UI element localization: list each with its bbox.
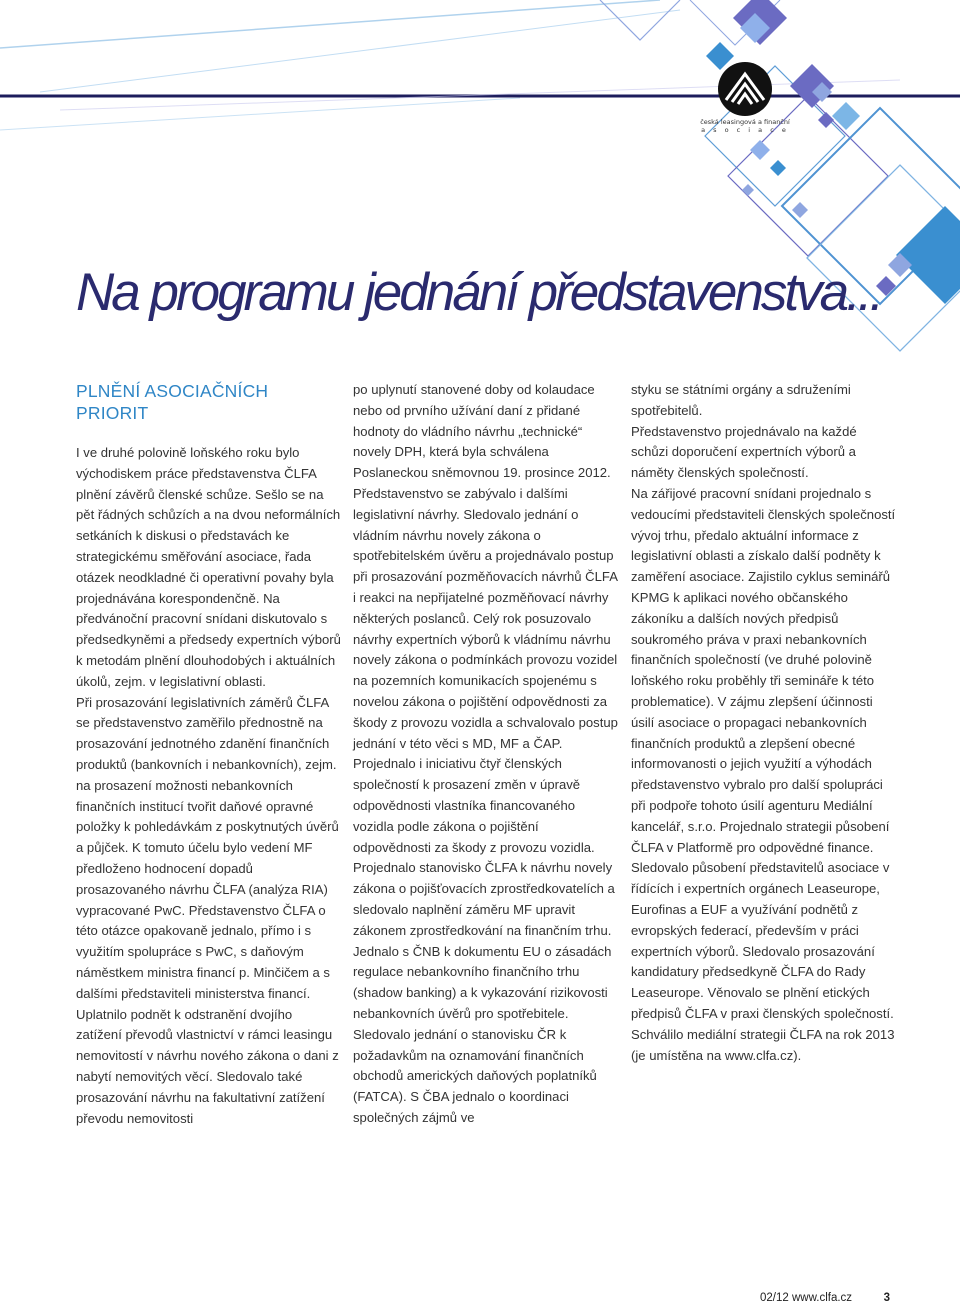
paragraph: I ve druhé polovině loňského roku bylo východiskem práce představenstva ČLFA plnění závěrů členské schůze. Sešlo se na pět řádných schůzích a na dvou neformálních setkáních k diskusi o představách ke strategickému směřování asociace, řada otázek neodkladné či operativní povahy byla projednávána korespondenčně. Na předvánoční pracovní snídani diskutovalo s předsedkyněmi a předsedy expertních výborů k metodám plnění dlouhodobých i aktuálních úkolů, zejm. v legislativní oblasti.	[76, 445, 341, 689]
filled-diamond	[832, 102, 860, 130]
filled-diamond	[896, 206, 960, 304]
article-column-2	[353, 380, 618, 1129]
outline-diamond	[600, 0, 680, 40]
filled-diamond	[792, 202, 808, 218]
paragraph: Představenstvo projednávalo na každé schůzi doporučení expertních výborů a náměty členských společností.	[631, 423, 857, 481]
logo-line-1: česká leasingová a finanční	[700, 118, 790, 126]
clfa-logo-mark	[718, 62, 772, 116]
logo-line-2: a s o c i a c e	[701, 126, 789, 134]
paragraph: Představenstvo se zabývalo i dalšími legislativní návrhy. Sledovalo jednání o vládním návrhu novely zákona o spotřebitelském úvěru a projednávalo postup při prosazování pozměňovacích návrhů ČLFA i reakci na nepřijatelné pozměňovací návrhy některých poslanců. Celý rok posuzovalo návrhy expertních výborů k vládnímu návrhu novely zákona o podmínkách provozu vozidel na pozemních komunikacích spojenému s novelou zákona o pojištění odpovědnosti za škody z provozu vozidla a schvalovalo postup jednání v této věci s MD, MF a ČAP. Projednalo i iniciativu čtyř členských společností k prosazení změn v úpravě odpovědnosti vlastníka financovaného vozidla podle zákona o pojištění odpovědnosti za škody z provozu vozidla. Projednalo stanovisko ČLFA k návrhu novely zákona o pojišťovacích zprostředkovatelích a sledovalo naplnění záměru MF upravit zákonem zprostředkování na finančním trhu. Jednalo s ČNB k dokumentu EU o zásadách regulace nebankovního finančního trhu (shadow banking) a k vykazování rizikovosti nebankovních úvěrů pro spotřebitele. Sledovalo jednání o stanovisku ČR k požadavkům na oznamování finančních obchodů amerických daňových poplatníků (FATCA). S ČBA jednalo o koordinaci společných zájmů ve	[353, 485, 618, 1125]
page-title: Na programu jednání představenstva...	[76, 263, 882, 322]
filled-diamond	[750, 140, 770, 160]
page-number: 3	[883, 1292, 890, 1304]
clfa-logo-icon	[718, 62, 772, 116]
article-column-1	[76, 380, 341, 1129]
filled-diamond	[818, 112, 834, 128]
paragraph: Při prosazování legislativních záměrů ČLFA se představenstvo zaměřilo přednostně na prosazování jednotného zdanění finančních produktů (bankovních i nebankovních), zejm. na prosazení možnosti nebankovních finančních institucí tvořit daňové opravné položky k pohledávkám z poskytnutých úvěrů a půjček. K tomuto účelu bylo vedení MF předloženo hodnocení dopadů prosazovaného návrhu ČLFA (analýza RIA) vypracované PwC. Představenstvo ČLFA o této otázce opakovaně jednalo, přímo i s využitím spolupráce s PwC, s daňovým náměstkem ministra financí p. Minčičem a s dalšími představiteli ministerstva financí. Uplatnilo podnět k odstranění dvojího zatížení převodů vlastnictví v rámci leasingu nemovitostí v návrhu nového zákona o dani z nabytí nemovitých věcí. Sledovalo také prosazování návrhu na fakultativní zatížení převodu nemovitosti	[76, 694, 339, 1126]
article-column-3	[631, 380, 896, 1066]
paragraph: styku se státními orgány a sdruženími spotřebitelů.	[631, 382, 851, 418]
filled-diamond	[770, 160, 786, 176]
paragraph: po uplynutí stanovené doby od kolaudace nebo od prvního užívání daní z přidané hodnoty do vládního návrhu „technické“ novely DPH, která byla schválena Poslaneckou sněmovnou 19. prosince 2012.	[353, 382, 611, 481]
diagonal-line	[0, 0, 660, 48]
paragraph: Na zářijové pracovní snídani projednalo s vedoucími představiteli členských společností vývoj trhu, předalo aktuální informace z legislativní oblasti a získalo další podněty k zaměření asociace. Zajistilo cyklus seminářů KPMG k aplikaci nového občanského zákoníku a dalších nových předpisů soukromého práva v praxi nebankovních finančních společností (ve druhé polovině loňského roku proběhly tři semináře k této problematice). V zájmu zlepšení účinnosti úsilí asociace o propagaci nebankovních finančních produktů a zlepšení obecné informovanosti o jejich využití a výhodách představenstvo vybralo pro další spolupráci při podpoře tohoto úsilí agenturu Mediální kancelář, s.r.o. Projednalo strategii působení ČLFA v Platformě pro odpovědné finance. Sledovalo působení představitelů asociace v řídících i expertních orgánech Leaseurope, Eurofinas a EUF a využívání podnětů z evropských federací, především v práci expertních výborů. Sledovalo prosazování kandidatury předsedkyně ČLFA do Rady Leaseurope. Věnovalo se plnění etických předpisů ČLFA v praxi členských společností. Schválilo mediální strategii ČLFA na rok 2013 (je umístěna na www.clfa.cz).	[631, 485, 896, 1063]
header-decoration	[0, 0, 960, 380]
section-heading: PLNĚNÍ ASOCIAČNÍCH PRIORIT	[76, 381, 269, 423]
footer-issue-site: 02/12 www.clfa.cz	[760, 1292, 853, 1304]
clfa-logo	[690, 62, 800, 142]
filled-diamond	[742, 184, 754, 196]
